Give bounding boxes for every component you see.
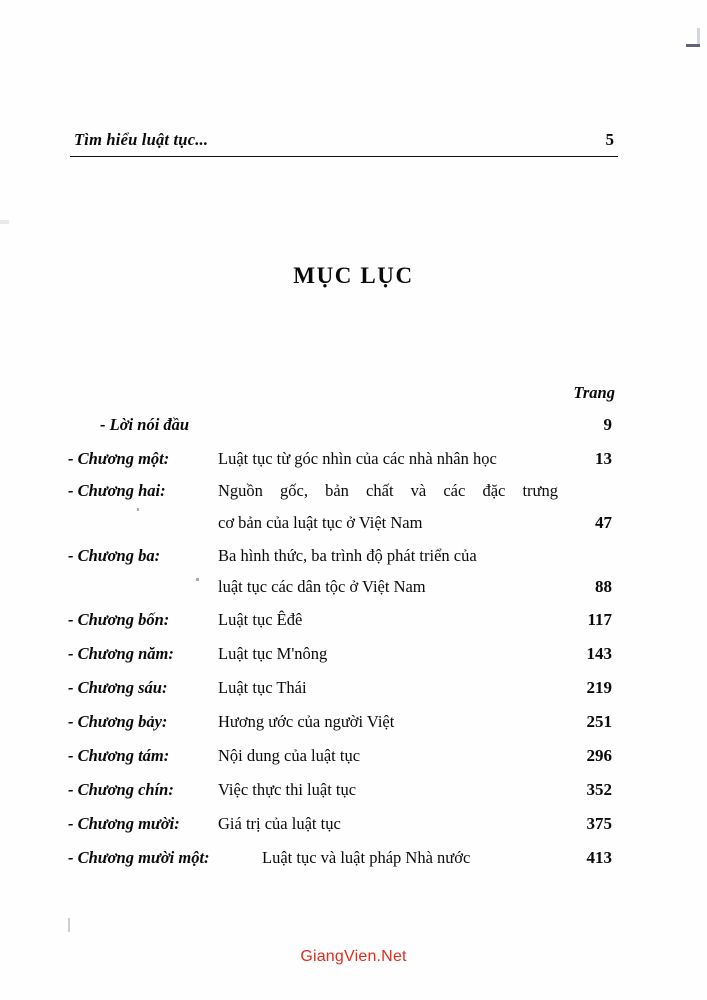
toc-entry-label: - Chương bốn: — [68, 610, 170, 629]
toc-entry-label: - Chương năm: — [68, 644, 174, 663]
toc-entry-chapter-six[interactable] — [0, 678, 707, 712]
toc-entry-page: 117 — [587, 610, 612, 629]
toc-entry-page: 251 — [586, 712, 612, 731]
toc-entry-preface[interactable] — [0, 415, 707, 449]
toc-entry-description: Luật tục từ góc nhìn của các nhà nhân học — [218, 449, 497, 468]
toc-entry-description: Luật tục và luật pháp Nhà nước — [262, 848, 471, 867]
toc-entry-page: 47 — [595, 513, 612, 532]
toc-entry-chapter-eleven[interactable] — [0, 848, 707, 882]
page-folio-number: 5 — [605, 130, 614, 149]
toc-entry-description: Hương ước của người Việt — [218, 712, 395, 731]
toc-entry-chapter-one[interactable] — [0, 449, 707, 481]
watermark-text: GiangVien.Net — [300, 948, 407, 965]
toc-entry-label: - Chương mười một: — [68, 848, 210, 867]
toc-entry-page: 352 — [586, 780, 612, 799]
header-divider-rule — [70, 156, 618, 157]
toc-entry-description: Nội dung của luật tục — [218, 746, 361, 765]
toc-entry-chapter-five[interactable] — [0, 644, 707, 678]
toc-entry-chapter-four[interactable] — [0, 610, 707, 644]
toc-entry-description: Luật tục Thái — [218, 678, 307, 697]
toc-entry-chapter-seven[interactable] — [0, 712, 707, 746]
scan-artifact-corner-edge — [697, 28, 700, 44]
table-of-contents — [0, 415, 707, 882]
toc-entry-chapter-three[interactable] — [0, 546, 707, 610]
toc-entry-description: Nguồn gốc, bản chất và các đặc trưng — [218, 481, 558, 500]
toc-entry-page: 219 — [586, 678, 612, 697]
toc-entry-label: - Chương mười: — [68, 814, 180, 833]
column-header-page: Trang — [573, 383, 615, 402]
page-title: MỤC LỤC — [293, 263, 414, 288]
running-header — [70, 130, 618, 154]
toc-entry-description-line2: luật tục các dân tộc ở Việt Nam — [218, 577, 426, 596]
toc-entry-chapter-two[interactable] — [0, 481, 707, 546]
scan-artifact-speck — [137, 508, 139, 511]
toc-entry-page: 9 — [603, 415, 612, 434]
scan-artifact-corner — [686, 44, 700, 47]
toc-entry-chapter-nine[interactable] — [0, 780, 707, 814]
toc-entry-label: - Lời nói đầu — [100, 415, 190, 434]
toc-entry-label: - Chương tám: — [68, 746, 170, 765]
scan-artifact-speck — [196, 578, 199, 581]
toc-entry-description: Luật tục Êđê — [218, 610, 303, 629]
toc-entry-label: - Chương hai: — [68, 481, 166, 500]
toc-entry-label: - Chương bảy: — [68, 712, 168, 731]
toc-entry-label: - Chương chín: — [68, 780, 174, 799]
toc-entry-description: Luật tục M'nông — [218, 644, 328, 663]
toc-entry-page: 13 — [595, 449, 612, 468]
toc-entry-description-line2: cơ bản của luật tục ở Việt Nam — [218, 513, 423, 532]
toc-entry-page: 88 — [595, 577, 612, 596]
toc-entry-chapter-ten[interactable] — [0, 814, 707, 848]
toc-entry-label: - Chương một: — [68, 449, 170, 468]
toc-entry-page: 143 — [586, 644, 612, 663]
running-header-title: Tìm hiểu luật tục... — [74, 130, 209, 149]
scan-artifact-left-edge — [0, 220, 9, 224]
scan-artifact-bottom-mark — [68, 918, 70, 932]
toc-entry-page: 296 — [586, 746, 612, 765]
toc-entry-description: Giá trị của luật tục — [218, 814, 341, 833]
toc-entry-label: - Chương ba: — [68, 546, 161, 565]
toc-entry-label: - Chương sáu: — [68, 678, 168, 697]
toc-entry-description: Việc thực thi luật tục — [218, 780, 357, 799]
toc-entry-page: 413 — [586, 848, 612, 867]
toc-entry-chapter-eight[interactable] — [0, 746, 707, 780]
toc-entry-page: 375 — [586, 814, 612, 833]
toc-entry-description: Ba hình thức, ba trình độ phát triển của — [218, 546, 477, 565]
